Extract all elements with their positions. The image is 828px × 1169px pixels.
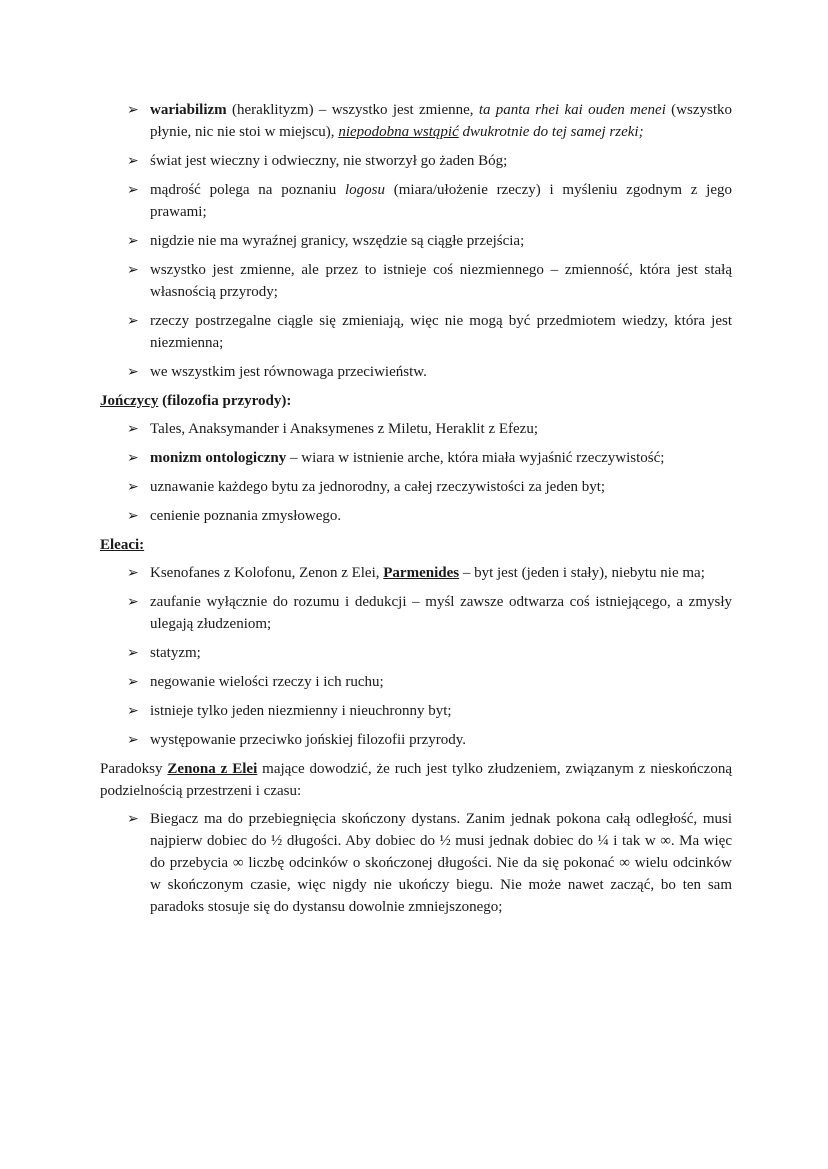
term-bold: monizm ontologiczny — [150, 450, 287, 466]
arrow-bullet-icon: ➢ — [127, 233, 139, 249]
logos-term: logosu — [344, 182, 385, 198]
term-bold: wariabilizm — [150, 102, 227, 118]
list-item: ➢ Tales, Anaksymander i Anaksymenes z Miletu, Heraklit z Efezu; — [127, 418, 732, 440]
section-heading-ionians: Jończycy (filozofia przyrody): — [100, 393, 292, 409]
parmenides-name: Parmenides — [383, 565, 460, 581]
arrow-bullet-icon: ➢ — [127, 674, 139, 690]
paradoxes-list — [100, 808, 732, 918]
list-item: ➢ występowanie przeciwko jońskiej filozofii przyrody. — [127, 729, 732, 751]
list-item: ➢ Biegacz ma do przebiegnięcia skończony dystans. Zanim jednak pokona całą odległość, musi najpierw dobiec do ½ długości. Aby dobiec do ½ musi jednak dobiec do ¼ i tak w ∞. Ma więc do przebycia ∞ liczbę odcinków o skończonej długości. Nie da się pokonać ∞ wielu odcinków w skończonym czasie, więc nigdy nie ukończy biegu. Nie może nawet zacząć, bo ten sam paradoks stosuje się do dystansu dowolnie zmniejszonego; — [127, 808, 732, 918]
list-item: ➢ statyzm; — [127, 642, 732, 664]
arrow-bullet-icon: ➢ — [127, 594, 139, 610]
quote-italic: dwukrotnie do tej samej rzeki; — [458, 124, 644, 140]
arrow-bullet-icon: ➢ — [127, 450, 139, 466]
list-item: ➢ świat jest wieczny i odwieczny, nie stworzył go żaden Bóg; — [127, 150, 732, 172]
arrow-bullet-icon: ➢ — [127, 313, 139, 329]
list-item: ➢ we wszystkim jest równowaga przeciwieństw. — [127, 361, 732, 383]
ionians-list — [100, 418, 732, 527]
list-item: ➢ nigdzie nie ma wyraźnej granicy, wszędzie są ciągłe przejścia; — [127, 230, 732, 252]
zeno-name: Zenona z Elei — [167, 761, 258, 777]
arrow-bullet-icon: ➢ — [127, 508, 139, 524]
greek-phrase: ta panta rhei kai ouden menei — [478, 102, 666, 118]
list-item: ➢ wszystko jest zmienne, ale przez to istnieje coś niezmiennego – zmienność, która jest stałą własnością przyrody; — [127, 259, 732, 303]
arrow-bullet-icon: ➢ — [127, 732, 139, 748]
list-item: ➢ rzeczy postrzegalne ciągle się zmieniają, więc nie mogą być przedmiotem wiedzy, która jest niezmienna; — [127, 310, 732, 354]
list-item: ➢ istnieje tylko jeden niezmienny i nieuchronny byt; — [127, 700, 732, 722]
list-item: ➢ Ksenofanes z Kolofonu, Zenon z Elei, Parmenides – byt jest (jeden i stały), niebytu nie ma; — [127, 562, 732, 584]
arrow-bullet-icon: ➢ — [127, 811, 139, 827]
paradoxes-intro: Paradoksy Zenona z Elei mające dowodzić, że ruch jest tylko złudzeniem, związanym z nieskończoną podzielnością przestrzeni i czasu: — [100, 761, 732, 799]
list-item: ➢ cenienie poznania zmysłowego. — [127, 505, 732, 527]
arrow-bullet-icon: ➢ — [127, 182, 139, 198]
arrow-bullet-icon: ➢ — [127, 364, 139, 380]
document-content — [100, 99, 732, 925]
list-item: ➢ monizm ontologiczny – wiara w istnienie arche, która miała wyjaśnić rzeczywistość; — [127, 447, 732, 469]
list-item: ➢ wariabilizm (heraklityzm) – wszystko jest zmienne, ta panta rhei kai ouden menei (wszystko płynie, nic nie stoi w miejscu), niepodobna wstąpić dwukrotnie do tej samej rzeki; — [127, 99, 732, 143]
eleatics-list — [100, 562, 732, 751]
list-item: ➢ mądrość polega na poznaniu logosu (miara/ułożenie rzeczy) i myśleniu zgodnym z jego prawami; — [127, 179, 732, 223]
heraclitus-list — [100, 99, 732, 383]
arrow-bullet-icon: ➢ — [127, 645, 139, 661]
section-heading-eleatics: Eleaci: — [100, 537, 145, 553]
arrow-bullet-icon: ➢ — [127, 479, 139, 495]
arrow-bullet-icon: ➢ — [127, 262, 139, 278]
arrow-bullet-icon: ➢ — [127, 102, 139, 118]
arrow-bullet-icon: ➢ — [127, 153, 139, 169]
arrow-bullet-icon: ➢ — [127, 703, 139, 719]
list-item: ➢ zaufanie wyłącznie do rozumu i dedukcji – myśl zawsze odtwarza coś istniejącego, a zmysły ulegają złudzeniom; — [127, 591, 732, 635]
arrow-bullet-icon: ➢ — [127, 565, 139, 581]
arrow-bullet-icon: ➢ — [127, 421, 139, 437]
quote-underlined: niepodobna wstąpić — [338, 124, 459, 140]
list-item: ➢ negowanie wielości rzeczy i ich ruchu; — [127, 671, 732, 693]
list-item: ➢ uznawanie każdego bytu za jednorodny, a całej rzeczywistości za jeden byt; — [127, 476, 732, 498]
